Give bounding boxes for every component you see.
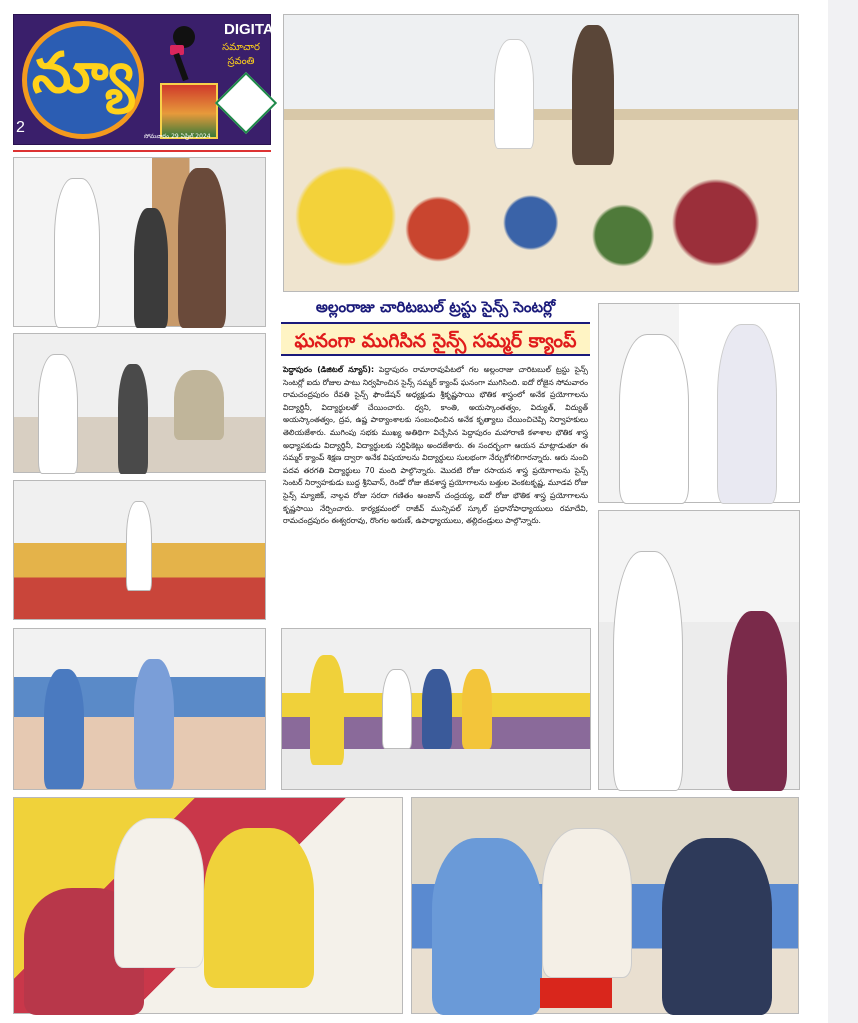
photo-teacher-with-boy xyxy=(13,157,266,327)
article-text: పెద్దాపురం రామారావుపేటలో గల అల్లంరాజు చారిటబుల్ ట్రస్టు సైన్స్ సెంటర్లో ఐదు రోజుల పాటు నిర్వహించిన సైన్స్ సమ్మర్ క్యాంప్ ఘనంగా ముగిసింది. ఐదో రోజైన సోమవారం రామచంద్రపురం రేవతి సైన్స్ ఫౌండేషన్ అధ్యక్షుడు శ్రీకృష్ణసాయి భౌతిక శాస్త్రంలో అనేక ప్రయోగాలను విద్యార్థినీ, విద్యార్థులతో చేయించారు. ధ్వని, కాంతి, అయస్కాంతత్వం, విద్యుత్, విద్యుత్ అయస్కాంతత్వం, ద్రవ, ఉష్ణ పాఠ్యాంశాలకు సంబంధించిన అనేక కృత్యాలు చేయించిచెప్పి నిర్వాహకులు తెలియజేశారు. ముగింపు సభకు ముఖ్య అతిథిగా విచ్చేసిన పెద్దాపురం మహారాణి కళాశాల భౌతిక శాస్త్ర అధ్యాపకుడు విద్యార్థినీ, విద్యార్థులకు సర్టిఫికెట్లు అందజేశారు. ఈ సందర్భంగా ఆయన మాట్లాడుతూ ఈ సమ్మర్ క్యాంప్ శిక్షణ ద్వారా అనేక విషయాలను విద్యార్థులు సులభంగా నేర్చుకోగలిగారన్నారు. ఆరు నుంచి పదవ తరగతి విద్యార్థులు 70 మంది పాల్గొన్నారు. మొదటి రోజు రసాయన శాస్త్ర ప్రయోగాలను సైన్స్ సెంటర్ నిర్వాహకుడు బుద్ద శ్రీనివాస్, రెండో రోజు జీవశాస్త్ర ప్రయోగాలను బత్తుల వెంకటకృష్ణ, మూడవ రోజు సైన్స్ మ్యాజిక్, నాల్గవ రోజు సరదా గణితం అంజాన్ చంద్రయ్య, ఐదో రోజు భౌతిక శాస్త్ర ప్రయోగాలను కృష్ణసాయి నేర్పించారు. కార్యక్రమంలో రాజీవ్ మున్సిపల్ స్కూల్ ప్రధానోపాధ్యాయులు రమాదేవి, రామచంద్రపురం ఈశ్వరరావు, రొంగల అరుణ్, ఉపాధ్యాయులు, తల్లిదండ్రులు పాల్గొన్నారు. xyxy=(283,365,588,526)
masthead xyxy=(13,14,283,145)
masthead-logo: న్యూ xyxy=(31,40,135,106)
masthead-rule xyxy=(13,150,271,152)
photo-demonstration xyxy=(13,333,266,473)
photo-girls-activity xyxy=(13,797,403,1014)
photo-boys-group xyxy=(13,628,266,790)
page-number: 2 xyxy=(16,119,25,136)
masthead-date: సోమవారం 29 ఏప్రిల్ 2024 xyxy=(144,133,211,140)
photo-girl-with-teacher xyxy=(598,510,800,790)
news-article xyxy=(281,296,590,622)
deity-portrait xyxy=(160,83,218,139)
photo-guests-seated xyxy=(281,628,591,790)
photo-classroom-top xyxy=(283,14,799,292)
photo-boys-experiment xyxy=(411,797,799,1014)
article-dateline: పెద్దాపురం (డిజిటల్ న్యూస్): xyxy=(283,365,375,374)
digital-label: DIGITAL xyxy=(224,21,283,38)
publication-name: సమాచార స్రవంతి xyxy=(222,42,260,67)
emblem-icon xyxy=(215,72,277,134)
photo-students-seated xyxy=(13,480,266,620)
microphone-news-icon xyxy=(164,23,198,83)
article-kicker: అల్లంరాజు చారిటబుల్ ట్రస్టు సైన్స్ సెంటర్లో xyxy=(315,298,556,316)
photo-certificate-presentation xyxy=(598,303,800,503)
article-headline: ఘనంగా ముగిసిన సైన్స్ సమ్మర్ క్యాంప్ xyxy=(281,322,590,356)
page-gutter xyxy=(828,0,858,1023)
article-body xyxy=(283,364,588,620)
